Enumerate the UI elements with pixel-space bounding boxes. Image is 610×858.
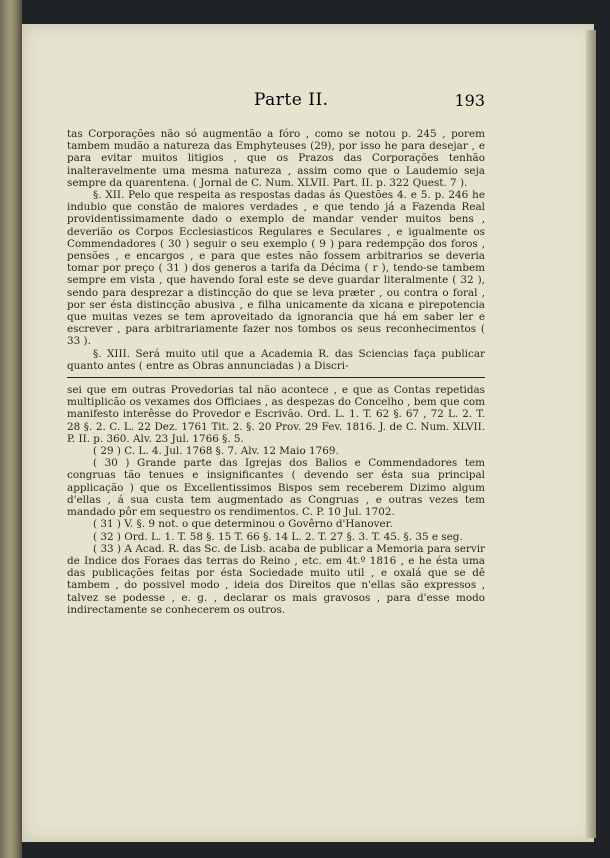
paragraph-section-12: §. XII. Pelo que respeita as respostas dadas ás Questões 4. e 5. p. 246 he indubio que constão de maiores verdades , e que tendo já a Fazenda Real providentissimamente dado o exemplo de mandar vender muitos bens , deverião os Corpos Ecclesiasticos Regulares e Seculares , e igualmente os Commendadores ( 30 ) seguir o seu exemplo ( 9 ) para redempção dos foros , pensões , e encargos , e para que estes não fossem arbitrarios se deveria tomar por preço ( 31 ) dos generos a tarifa da Décima ( r ), tendo-se tambem sempre em vista , que havendo foral este se deve guardar literalmente ( 32 ), sendo para desprezar a distincção do que se leva præter , ou contra o foral , por ser ésta distincção abusiva , e filha unicamente da xicana e pirepotencia que muitas vezes se tem aproveitado da ignorancia que há em saber ler e escrever , para arbitrariamente fazer nos tombos os seus reconhecimentos ( 33 ). [67,189,485,348]
footnote-30: ( 30 ) Grande parte das Igrejas dos Balios e Commendadores tem congruas tão tenues e insignificantes ( devendo ser ésta sua principal applicação ) que os Excellentissimos Bispos sem receberem Dizimo algum d'ellas , á sua custa tem augmentado as Congruas , e outras vezes tem mandado pôr em sequestro os rendimentos. C. P. 10 Jul. 1702. [67,457,485,519]
running-title: Parte II. [254,90,329,110]
page-number: 193 [454,91,485,110]
running-header [67,90,485,114]
footnote-31: ( 31 ) V. §. 9 not. o que determinou o Govêrno d'Hanover. [93,518,393,531]
footnote-divider [67,377,485,378]
footnote-33: ( 33 ) A Acad. R. das Sc. de Lisb. acaba de publicar a Memoria para servir de Indice dos Foraes das terras do Reino , etc. em 4t.º 1816 , e he ésta uma das publicações feitas por ésta Sociedade muito util , e oxalá que se dê tambem , do possivel modo , ideia dos Direitos que n'ellas são expressos , talvez se podesse , e. g. , declarar os mais gravosos , para d'esse modo indirectamente se conhecerem os outros. [67,542,485,616]
page-edge [586,30,596,838]
footnote-continuation: sei que em outras Provedorias tal não acontece , e que as Contas repetidas multiplicão os vexames dos Officiaes , as despezas do Concelho , bem que com manifesto interêsse do Provedor e Escrivão. Ord. L. 1. T. 62 §. 67 , 72 L. 2. T. 28 §. 2. C. L. 22 Dez. 1761 Tit. 2. §. 20 Prov. 29 Fev. 1816. J. de C. Num. XLVII. P. II. p. 360. Alv. 23 Jul. 1766 §. 5. [67,384,485,445]
footnote-32: ( 32 ) Ord. L. 1. T. 58 §. 15 T. 66 §. 14 L. 2. T. 27 §. 3. T. 45. §. 35 e seg. [93,530,463,543]
paragraph-continuation: tas Corporações não só augmentão a fóro , como se notou p. 245 , porem tambem mudão a natureza das Emphyteuses (29), por isso he para desejar , e para evitar muitos litigios , que os Prazos das Corporações tenhão inalteravelmente uma mesma natureza , assim como que o Laudemio seja sempre da quarentena. ( Jornal de C. Num. XLVII. Part. II. p. 322 Quest. 7 ). [67,128,485,189]
footnote-29: ( 29 ) C. L. 4. Jul. 1768 §. 7. Alv. 12 Maio 1769. [93,445,339,458]
page-body [67,128,485,616]
book-spine [0,0,22,858]
paragraph-section-13: §. XIII. Será muito util que a Academia R. das Sciencias faça publicar quanto antes ( entre as Obras annunciadas ) a Discri- [67,347,485,372]
